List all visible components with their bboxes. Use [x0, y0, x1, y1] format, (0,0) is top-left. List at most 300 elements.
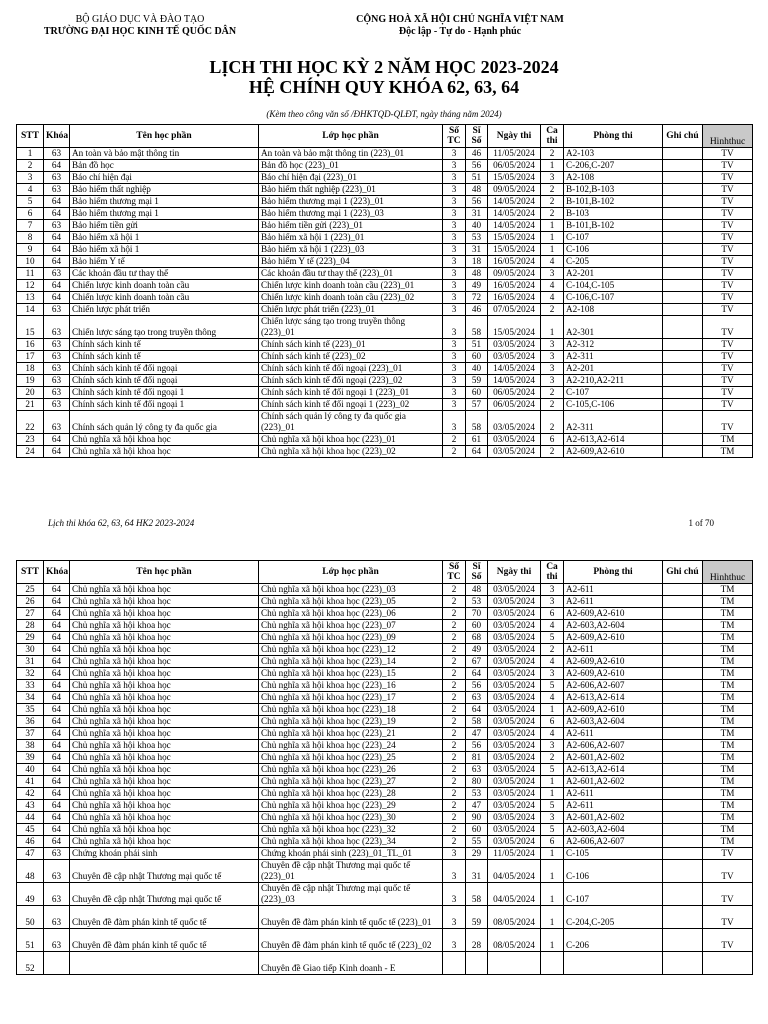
cell-stt: 42: [17, 788, 44, 800]
cell-class-section: Chủ nghĩa xã hội khoa học (223)_21: [259, 728, 443, 740]
cell-note: [663, 196, 703, 208]
cell-credits: 2: [443, 824, 466, 836]
column-header-lop-hp: Lớp học phần: [259, 561, 443, 584]
cell-stt: 14: [17, 304, 44, 316]
cell-format: TV: [703, 387, 753, 399]
cell-stt: 17: [17, 351, 44, 363]
page-number: 1 of 70: [688, 518, 714, 528]
cell-note: [663, 848, 703, 860]
cell-format: TM: [703, 434, 753, 446]
column-header-ca-thi: Ca thi: [541, 561, 564, 584]
cell-class-section: Chủ nghĩa xã hội khoa học (223)_02: [259, 446, 443, 458]
table-row: [17, 446, 753, 458]
table-row: [17, 692, 753, 704]
cell-exam-date: 14/05/2024: [488, 220, 541, 232]
cell-exam-room: A2-609,A2-610: [564, 608, 663, 620]
cell-khoa: 63: [44, 339, 70, 351]
cell-exam-date: 03/05/2024: [488, 788, 541, 800]
cell-exam-shift: 6: [541, 434, 564, 446]
cell-class-section: Bảo hiểm Y tế (223)_04: [259, 256, 443, 268]
table-row: [17, 268, 753, 280]
cell-khoa: 64: [44, 196, 70, 208]
cell-note: [663, 351, 703, 363]
cell-credits: 3: [443, 883, 466, 906]
cell-exam-date: 15/05/2024: [488, 172, 541, 184]
cell-exam-room: A2-103: [564, 148, 663, 160]
cell-format: TV: [703, 172, 753, 184]
cell-stt: 35: [17, 704, 44, 716]
cell-format: TM: [703, 776, 753, 788]
cell-note: [663, 632, 703, 644]
cell-format: TM: [703, 704, 753, 716]
cell-course-name: Chuyên đề cập nhật Thương mại quốc tế: [70, 883, 259, 906]
cell-class-size: 80: [466, 776, 488, 788]
cell-stt: 16: [17, 339, 44, 351]
table-row: [17, 620, 753, 632]
table-row: [17, 208, 753, 220]
cell-khoa: 64: [44, 280, 70, 292]
cell-note: [663, 208, 703, 220]
cell-credits: 3: [443, 280, 466, 292]
cell-stt: 22: [17, 411, 44, 434]
cell-course-name: Chủ nghĩa xã hội khoa học: [70, 704, 259, 716]
cell-exam-date: 06/05/2024: [488, 160, 541, 172]
cell-exam-shift: 1: [541, 848, 564, 860]
cell-stt: 15: [17, 316, 44, 339]
cell-exam-date: 03/05/2024: [488, 740, 541, 752]
cell-stt: 18: [17, 363, 44, 375]
cell-format: TV: [703, 148, 753, 160]
cell-course-name: Chủ nghĩa xã hội khoa học: [70, 446, 259, 458]
cell-exam-shift: 1: [541, 883, 564, 906]
table-row: [17, 704, 753, 716]
cell-exam-shift: 1: [541, 220, 564, 232]
cell-exam-date: 03/05/2024: [488, 434, 541, 446]
cell-course-name: Chính sách kinh tế đối ngoại 1: [70, 399, 259, 411]
cell-format: TM: [703, 692, 753, 704]
cell-credits: 3: [443, 387, 466, 399]
cell-exam-shift: 3: [541, 812, 564, 824]
cell-exam-date: 15/05/2024: [488, 316, 541, 339]
cell-course-name: Chủ nghĩa xã hội khoa học: [70, 788, 259, 800]
cell-khoa: 64: [44, 232, 70, 244]
cell-exam-date: 03/05/2024: [488, 339, 541, 351]
cell-exam-shift: 2: [541, 752, 564, 764]
table-row: [17, 351, 753, 363]
cell-stt: 51: [17, 929, 44, 952]
cell-stt: 21: [17, 399, 44, 411]
cell-khoa: 64: [44, 292, 70, 304]
table-row: [17, 292, 753, 304]
cell-exam-shift: 2: [541, 446, 564, 458]
cell-course-name: Chủ nghĩa xã hội khoa học: [70, 656, 259, 668]
cell-stt: 6: [17, 208, 44, 220]
cell-note: [663, 172, 703, 184]
cell-note: [663, 906, 703, 929]
cell-exam-date: 16/05/2024: [488, 292, 541, 304]
cell-format: TM: [703, 788, 753, 800]
cell-course-name: Chính sách kinh tế: [70, 351, 259, 363]
cell-course-name: Chuyên đề đàm phán kinh tế quốc tế: [70, 906, 259, 929]
cell-exam-shift: 4: [541, 256, 564, 268]
cell-credits: 2: [443, 836, 466, 848]
cell-class-section: Bảo hiểm tiền gửi (223)_01: [259, 220, 443, 232]
cell-class-section: Chuyên đề Giao tiếp Kinh doanh - E: [259, 952, 443, 975]
cell-course-name: Chủ nghĩa xã hội khoa học: [70, 668, 259, 680]
cell-stt: 44: [17, 812, 44, 824]
cell-stt: 5: [17, 196, 44, 208]
cell-khoa: 64: [44, 716, 70, 728]
cell-exam-date: 11/05/2024: [488, 848, 541, 860]
cell-stt: 20: [17, 387, 44, 399]
cell-note: [663, 256, 703, 268]
cell-exam-room: A2-611: [564, 596, 663, 608]
cell-exam-date: 08/05/2024: [488, 929, 541, 952]
cell-class-section: Chủ nghĩa xã hội khoa học (223)_09: [259, 632, 443, 644]
table-row: [17, 411, 753, 434]
table-row: [17, 656, 753, 668]
cell-note: [663, 399, 703, 411]
cell-course-name: Bảo hiểm Y tế: [70, 256, 259, 268]
cell-format: TM: [703, 632, 753, 644]
cell-format: TM: [703, 836, 753, 848]
column-header-ghi-chu: Ghi chú: [663, 125, 703, 148]
cell-note: [663, 160, 703, 172]
cell-khoa: 64: [44, 244, 70, 256]
cell-class-size: [466, 952, 488, 975]
cell-khoa: 64: [44, 668, 70, 680]
cell-note: [663, 363, 703, 375]
cell-khoa: 64: [44, 740, 70, 752]
cell-exam-room: A2-609,A2-610: [564, 632, 663, 644]
cell-class-size: 58: [466, 411, 488, 434]
column-header-so-tc: Số TC: [443, 561, 466, 584]
table-row: [17, 304, 753, 316]
cell-credits: 2: [443, 692, 466, 704]
cell-exam-shift: 2: [541, 387, 564, 399]
cell-exam-date: 03/05/2024: [488, 644, 541, 656]
cell-stt: 27: [17, 608, 44, 620]
cell-class-size: 48: [466, 584, 488, 596]
cell-class-size: 56: [466, 740, 488, 752]
table-row: [17, 644, 753, 656]
cell-exam-shift: 1: [541, 788, 564, 800]
cell-class-section: Báo chí hiện đại (223)_01: [259, 172, 443, 184]
cell-exam-room: A2-201: [564, 268, 663, 280]
cell-exam-room: A2-210,A2-211: [564, 375, 663, 387]
cell-credits: 2: [443, 620, 466, 632]
cell-class-section: Chuyên đề đàm phán kinh tế quốc tế (223)_01: [259, 906, 443, 929]
cell-class-size: 58: [466, 316, 488, 339]
cell-course-name: Chủ nghĩa xã hội khoa học: [70, 740, 259, 752]
cell-khoa: 63: [44, 268, 70, 280]
national-header: [330, 14, 590, 38]
column-header-stt: STT: [17, 561, 44, 584]
cell-exam-room: A2-108: [564, 172, 663, 184]
cell-exam-date: 09/05/2024: [488, 184, 541, 196]
cell-credits: 3: [443, 196, 466, 208]
cell-exam-shift: 5: [541, 680, 564, 692]
cell-exam-room: C-107: [564, 387, 663, 399]
cell-class-size: 49: [466, 644, 488, 656]
cell-exam-date: 03/05/2024: [488, 446, 541, 458]
table-row: [17, 387, 753, 399]
cell-note: [663, 608, 703, 620]
cell-class-section: Chính sách quản lý công ty đa quốc gia (223)_01: [259, 411, 443, 434]
motto: Độc lập - Tự do - Hạnh phúc: [398, 26, 522, 37]
cell-note: [663, 740, 703, 752]
column-header-phong-thi: Phòng thi: [564, 561, 663, 584]
cell-class-section: Chủ nghĩa xã hội khoa học (223)_01: [259, 434, 443, 446]
cell-format: TM: [703, 446, 753, 458]
cell-exam-shift: 3: [541, 584, 564, 596]
cell-stt: 41: [17, 776, 44, 788]
cell-class-section: Bảo hiểm xã hội 1 (223)_03: [259, 244, 443, 256]
cell-exam-shift: 2: [541, 304, 564, 316]
cell-class-section: Chủ nghĩa xã hội khoa học (223)_19: [259, 716, 443, 728]
cell-khoa: 64: [44, 256, 70, 268]
cell-course-name: Chủ nghĩa xã hội khoa học: [70, 728, 259, 740]
column-header-ngay-thi: Ngày thi: [488, 561, 541, 584]
table-row: [17, 728, 753, 740]
cell-exam-room: A2-613,A2-614: [564, 692, 663, 704]
cell-exam-shift: 1: [541, 929, 564, 952]
cell-note: [663, 812, 703, 824]
cell-credits: 3: [443, 184, 466, 196]
cell-exam-room: A2-611: [564, 644, 663, 656]
cell-class-section: Bảo hiểm thất nghiệp (223)_01: [259, 184, 443, 196]
cell-class-size: 18: [466, 256, 488, 268]
cell-exam-shift: 2: [541, 184, 564, 196]
reference-note: (Kèm theo công văn số /ĐHKTQD-QLĐT, ngày tháng năm 2024): [266, 109, 502, 119]
table-row: [17, 906, 753, 929]
column-header-khoa: Khóa: [44, 125, 70, 148]
cell-exam-room: C-205: [564, 256, 663, 268]
table-row: [17, 196, 753, 208]
cell-exam-date: 03/05/2024: [488, 692, 541, 704]
cell-class-size: 53: [466, 596, 488, 608]
cell-credits: 2: [443, 800, 466, 812]
cell-exam-room: A2-609,A2-610: [564, 704, 663, 716]
cell-exam-date: 03/05/2024: [488, 668, 541, 680]
cell-class-size: 68: [466, 632, 488, 644]
cell-class-section: Chủ nghĩa xã hội khoa học (223)_34: [259, 836, 443, 848]
cell-stt: 25: [17, 584, 44, 596]
cell-exam-shift: 4: [541, 728, 564, 740]
cell-class-section: Chủ nghĩa xã hội khoa học (223)_16: [259, 680, 443, 692]
cell-exam-date: 03/05/2024: [488, 584, 541, 596]
cell-course-name: Bản đồ học: [70, 160, 259, 172]
cell-course-name: Chủ nghĩa xã hội khoa học: [70, 752, 259, 764]
table-row: [17, 220, 753, 232]
cell-stt: 10: [17, 256, 44, 268]
cell-format: TV: [703, 351, 753, 363]
cell-khoa: 63: [44, 184, 70, 196]
cell-format: TM: [703, 764, 753, 776]
table-row: [17, 584, 753, 596]
ministry-name: BỘ GIÁO DỤC VÀ ĐÀO TẠO: [75, 14, 205, 25]
cell-class-section: Chủ nghĩa xã hội khoa học (223)_25: [259, 752, 443, 764]
table-row: [17, 316, 753, 339]
table-row: [17, 752, 753, 764]
cell-stt: 12: [17, 280, 44, 292]
cell-exam-shift: 3: [541, 596, 564, 608]
cell-khoa: 63: [44, 304, 70, 316]
cell-class-size: 56: [466, 196, 488, 208]
cell-exam-shift: 4: [541, 280, 564, 292]
cell-course-name: Chứng khoán phái sinh: [70, 848, 259, 860]
cell-format: TV: [703, 208, 753, 220]
cell-class-section: Chủ nghĩa xã hội khoa học (223)_24: [259, 740, 443, 752]
cell-class-section: Chủ nghĩa xã hội khoa học (223)_05: [259, 596, 443, 608]
cell-note: [663, 375, 703, 387]
cell-exam-shift: 2: [541, 196, 564, 208]
cell-note: [663, 800, 703, 812]
cell-class-size: 70: [466, 608, 488, 620]
cell-class-size: 49: [466, 280, 488, 292]
cell-credits: 2: [443, 764, 466, 776]
cell-note: [663, 752, 703, 764]
cell-credits: 3: [443, 244, 466, 256]
cell-exam-date: 15/05/2024: [488, 244, 541, 256]
cell-course-name: Chủ nghĩa xã hội khoa học: [70, 680, 259, 692]
cell-exam-date: 03/05/2024: [488, 620, 541, 632]
cell-class-section: Chủ nghĩa xã hội khoa học (223)_12: [259, 644, 443, 656]
cell-exam-room: A2-613,A2-614: [564, 764, 663, 776]
cell-note: [663, 339, 703, 351]
cell-exam-date: 03/05/2024: [488, 704, 541, 716]
column-header-ghi-chu: Ghi chú: [663, 561, 703, 584]
cell-course-name: Chiến lược kinh doanh toàn cầu: [70, 280, 259, 292]
cell-credits: 3: [443, 292, 466, 304]
cell-exam-shift: [541, 952, 564, 975]
cell-format: TM: [703, 584, 753, 596]
cell-exam-shift: 3: [541, 339, 564, 351]
cell-exam-room: A2-609,A2-610: [564, 656, 663, 668]
cell-class-section: Chủ nghĩa xã hội khoa học (223)_14: [259, 656, 443, 668]
cell-format: TM: [703, 656, 753, 668]
cell-credits: 3: [443, 906, 466, 929]
cell-exam-date: 06/05/2024: [488, 387, 541, 399]
cell-khoa: 64: [44, 584, 70, 596]
cell-exam-room: C-204,C-205: [564, 906, 663, 929]
cell-exam-room: C-104,C-105: [564, 280, 663, 292]
column-header-si-so: Sĩ Số: [466, 125, 488, 148]
cell-class-section: Chủ nghĩa xã hội khoa học (223)_17: [259, 692, 443, 704]
table-row: [17, 848, 753, 860]
cell-khoa: 63: [44, 148, 70, 160]
cell-class-section: Chứng khoán phái sinh (223)_01_TL_01: [259, 848, 443, 860]
cell-stt: 33: [17, 680, 44, 692]
cell-credits: 3: [443, 232, 466, 244]
cell-exam-shift: 5: [541, 824, 564, 836]
cell-exam-room: C-107: [564, 883, 663, 906]
cell-class-size: 31: [466, 208, 488, 220]
cell-note: [663, 952, 703, 975]
cell-exam-date: 03/05/2024: [488, 716, 541, 728]
cell-exam-shift: 1: [541, 860, 564, 883]
cell-credits: 2: [443, 704, 466, 716]
table-row: [17, 824, 753, 836]
table-row: [17, 244, 753, 256]
cell-class-section: Chính sách kinh tế đối ngoại 1 (223)_02: [259, 399, 443, 411]
cell-exam-date: 03/05/2024: [488, 764, 541, 776]
table-row: [17, 740, 753, 752]
column-header-stt: STT: [17, 125, 44, 148]
cell-credits: 2: [443, 596, 466, 608]
cell-class-size: 81: [466, 752, 488, 764]
cell-class-size: 60: [466, 824, 488, 836]
cell-khoa: 64: [44, 446, 70, 458]
cell-note: [663, 668, 703, 680]
cell-class-section: Bảo hiểm xã hội 1 (223)_01: [259, 232, 443, 244]
cell-exam-room: A2-613,A2-614: [564, 434, 663, 446]
cell-exam-shift: 3: [541, 363, 564, 375]
cell-class-size: 60: [466, 620, 488, 632]
cell-note: [663, 292, 703, 304]
cell-credits: 3: [443, 316, 466, 339]
cell-note: [663, 656, 703, 668]
cell-exam-date: 14/05/2024: [488, 375, 541, 387]
cell-class-section: Chủ nghĩa xã hội khoa học (223)_26: [259, 764, 443, 776]
cell-exam-date: 04/05/2024: [488, 883, 541, 906]
cell-exam-date: 16/05/2024: [488, 280, 541, 292]
cell-exam-room: A2-311: [564, 351, 663, 363]
cell-credits: 2: [443, 776, 466, 788]
cell-credits: 3: [443, 339, 466, 351]
cell-course-name: Chủ nghĩa xã hội khoa học: [70, 716, 259, 728]
column-header-hinhthuc: Hinhthuc: [703, 561, 753, 584]
cell-stt: 34: [17, 692, 44, 704]
cell-stt: 9: [17, 244, 44, 256]
cell-note: [663, 788, 703, 800]
cell-stt: 49: [17, 883, 44, 906]
cell-exam-room: C-105: [564, 848, 663, 860]
column-header-phong-thi: Phòng thi: [564, 125, 663, 148]
cell-credits: 2: [443, 752, 466, 764]
cell-course-name: Chính sách kinh tế đối ngoại 1: [70, 387, 259, 399]
cell-exam-room: A2-603,A2-604: [564, 620, 663, 632]
cell-class-section: Bản đồ học (223)_01: [259, 160, 443, 172]
cell-course-name: Chiến lược phát triển: [70, 304, 259, 316]
cell-note: [663, 184, 703, 196]
cell-credits: [443, 952, 466, 975]
table-row: [17, 375, 753, 387]
column-header-khoa: Khóa: [44, 561, 70, 584]
cell-stt: 37: [17, 728, 44, 740]
cell-stt: 38: [17, 740, 44, 752]
cell-exam-shift: 5: [541, 632, 564, 644]
cell-credits: 3: [443, 256, 466, 268]
cell-class-size: 64: [466, 704, 488, 716]
cell-khoa: 63: [44, 172, 70, 184]
cell-format: TV: [703, 292, 753, 304]
cell-exam-room: A2-611: [564, 800, 663, 812]
cell-class-size: 59: [466, 375, 488, 387]
cell-note: [663, 268, 703, 280]
cell-stt: 2: [17, 160, 44, 172]
cell-khoa: 63: [44, 411, 70, 434]
table-row: [17, 184, 753, 196]
cell-credits: 2: [443, 668, 466, 680]
cell-course-name: Chủ nghĩa xã hội khoa học: [70, 692, 259, 704]
table-row: [17, 608, 753, 620]
cell-format: TV: [703, 339, 753, 351]
cell-exam-date: 03/05/2024: [488, 596, 541, 608]
cell-class-size: 55: [466, 836, 488, 848]
cell-format: TV: [703, 304, 753, 316]
table-row: [17, 812, 753, 824]
